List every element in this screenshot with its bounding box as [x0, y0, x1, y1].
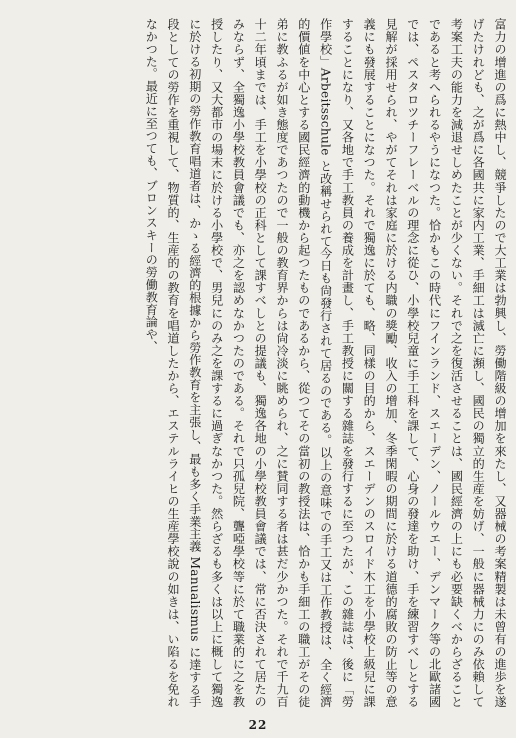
body-paragraph: 富力の增進の爲に熱中し、競爭したので大工業は勃興し、勞働階級の增加を來たし、又器械の考案精製は未曾有の進歩を遂げたけれども、之が爲に各國共に家内工業、手細工は滅亡に瀕し、國民の獨立的生産を妨げ、一般に器械力にのみ依賴して考案工夫の能力を減退せしめたことが少くない。それで之を復活させることは、國民經濟の上にも必要缺くべからざることであると考へられるやうになつた。恰かもこの時代にフインランド、スエーデン、ノールウエー、デンマーク等の北歐諸國では、ペスタロツチーフレーベルの理念に從ひ、小學校兒童に手工科を課して、心身の發達を助け、手を練習すべしとする見解が採用せられ、やがてそれは家庭に於ける内職の獎勵、收入の增加、冬季閑暇の期間に於ける道德的腐敗の防止等の意義にも發展することになつた。それで獨逸に於ても、略、同樣の目的から、スエーデンのスロイド木工を小學校上級兒に課することになり、又各地で手工教員の養成を計畫し、手工教授に關する雜誌を發行するに至つたが、この雜誌は、後に「勞作學校」Arbeitsschule と改稱せられて今日も尙發行されて居るのである。以上の意味での手工又は工作教授は、全く經濟的價値を中心とする國民經濟的動機から起つたものであるから、從つてその當初の教授法は、恰かも手細工の職工がその徒弟に教ふるが如き態度であつたので一般の教育界からは尙冷淡に眺められ、之に賛同する者は甚だ少かつた。それで千九百十二年頃までは、手工を小學校の正科として課すべしとの提議も、獨逸各地の小學校教員會議では、常に否決されて居たのみならず、全獨逸小學校教員會議でも、亦之を認めなかつたのである。それで只孤兒院、聾啞學校等に於て職業的に之を教授したり、又大都市の場末に於ける小學校で、男兒にのみ之を課するに過ぎなかつた。然らざるも多くは以上に概して獨逸に於ける初期の勞作教育唱道者は、かゝる經濟的根據から勞作教育を主張し、最も多く手業主義 Manualismus に達する手段としての勞作を重視して、物質的、生産的の教育を唱道したから、エステルライヒの生産學校說の如きは、い陷るを免れなかつた。最近に至つても、ブロンスキーの勞働教育論や、: [144, 18, 507, 708]
page-number: 22: [248, 718, 268, 732]
body-text-block: [10, 18, 510, 708]
